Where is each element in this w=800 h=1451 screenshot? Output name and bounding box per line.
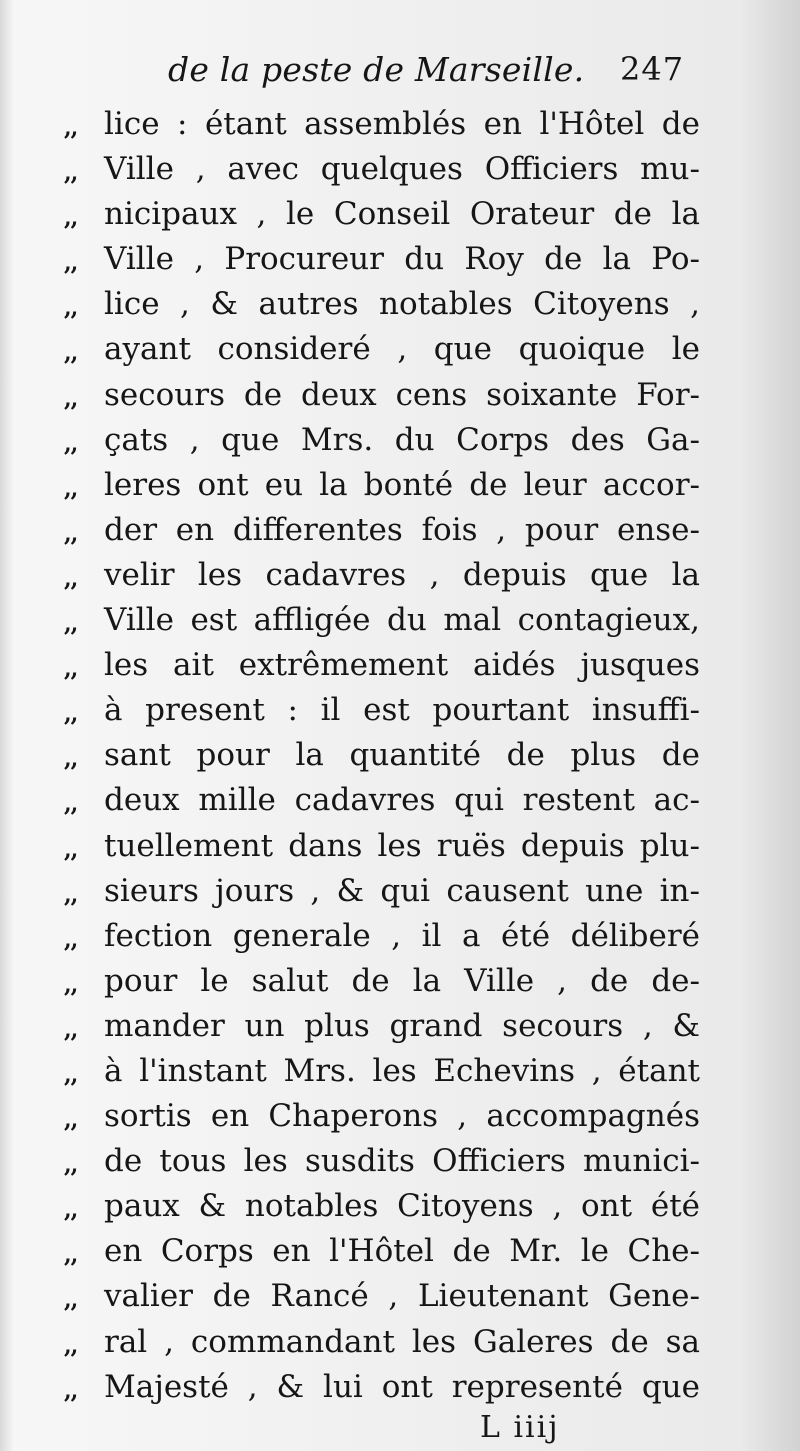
text-line: [60, 237, 720, 282]
quote-mark: ,,: [64, 881, 78, 908]
text-line: [60, 778, 720, 823]
line-text: der en differentes fois , pour ense-: [104, 511, 700, 548]
line-text: pour le salut de la Ville , de de-: [104, 962, 700, 999]
text-line: [60, 598, 720, 643]
text-line: [60, 553, 720, 598]
text-line: [60, 959, 720, 1004]
text-line: [60, 418, 720, 463]
text-line: [60, 1274, 720, 1319]
line-text: paux & notables Citoyens , ont été: [104, 1188, 700, 1225]
quote-mark: ,,: [64, 971, 78, 998]
signature-mark: L iiij: [480, 1410, 560, 1445]
text-line: [60, 1139, 720, 1184]
text-line: [60, 1184, 720, 1229]
text-line: [60, 463, 720, 508]
quote-mark: ,,: [64, 701, 78, 728]
quote-mark: ,,: [64, 611, 78, 638]
page-gutter-shadow: [0, 0, 14, 1451]
quote-mark: ,,: [64, 475, 78, 502]
running-head: de la peste de Marseille.: [168, 50, 585, 89]
text-line: [60, 1229, 720, 1274]
quote-mark: ,,: [64, 656, 78, 683]
quote-mark: ,,: [64, 791, 78, 818]
quote-mark: ,,: [64, 115, 78, 141]
line-text: çats , que Mrs. du Corps des Ga-: [104, 421, 700, 458]
quote-mark: ,,: [64, 520, 78, 547]
text-line: [60, 1004, 720, 1049]
text-line: [60, 688, 720, 733]
line-text: Majesté , & lui ont representé que: [104, 1368, 700, 1405]
line-text: nicipaux , le Conseil Orateur de la: [104, 196, 700, 233]
line-text: lice : étant assemblés en l'Hôtel de: [104, 106, 700, 142]
text-line: [60, 327, 720, 372]
quote-mark: ,,: [64, 1377, 78, 1404]
quote-mark: ,,: [64, 385, 78, 412]
quote-mark: ,,: [64, 205, 78, 232]
quote-mark: ,,: [64, 1107, 78, 1134]
line-text: secours de deux cens soixante For-: [104, 376, 700, 413]
text-line: [60, 914, 720, 959]
text-line: [60, 643, 720, 688]
quote-mark: ,,: [64, 1242, 78, 1269]
body-text: [60, 102, 720, 1410]
line-text: leres ont eu la bonté de leur accor-: [104, 466, 700, 503]
line-text: les ait extrêmement aidés jusques: [104, 647, 700, 684]
quote-mark: ,,: [64, 836, 78, 863]
line-text: à l'instant Mrs. les Echevins , étant: [104, 1052, 700, 1089]
quote-mark: ,,: [64, 1287, 78, 1314]
quote-mark: ,,: [64, 430, 78, 457]
line-text: valier de Rancé , Lieutenant Gene-: [104, 1278, 700, 1315]
line-text: fection generale , il a été déliberé: [104, 917, 700, 954]
quote-mark: ,,: [64, 1016, 78, 1043]
quote-mark: ,,: [64, 1061, 78, 1088]
quote-mark: ,,: [64, 1197, 78, 1224]
quote-mark: ,,: [64, 340, 78, 367]
text-line: [60, 373, 720, 418]
line-text: deux mille cadavres qui restent ac-: [104, 782, 700, 819]
text-line: [60, 102, 720, 147]
line-text: en Corps en l'Hôtel de Mr. le Che-: [104, 1233, 700, 1270]
line-text: Ville , Procureur du Roy de la Po-: [104, 241, 700, 278]
quote-mark: ,,: [64, 926, 78, 953]
text-line: [60, 282, 720, 327]
text-line: [60, 1320, 720, 1365]
line-text: ral , commandant les Galeres de sa: [104, 1323, 700, 1360]
line-text: velir les cadavres , depuis que la: [104, 556, 700, 593]
page-edge-shadow: [740, 0, 800, 1451]
line-text: tuellement dans les ruës depuis plu-: [104, 827, 700, 864]
text-line: [60, 733, 720, 778]
text-line: [60, 824, 720, 869]
line-text: Ville est affligée du mal contagieux,: [104, 602, 700, 639]
quote-mark: ,,: [64, 746, 78, 773]
line-text: sant pour la quantité de plus de: [104, 737, 700, 774]
text-line: [60, 1049, 720, 1094]
page-number: 247: [620, 50, 685, 88]
quote-mark: ,,: [64, 1152, 78, 1179]
quote-mark: ,,: [64, 1332, 78, 1359]
quote-mark: ,,: [64, 295, 78, 322]
text-line: [60, 869, 720, 914]
text-line: [60, 1365, 720, 1410]
text-line: [60, 147, 720, 192]
line-text: sortis en Chaperons , accompagnés: [104, 1098, 700, 1135]
line-text: lice , & autres notables Citoyens ,: [104, 286, 700, 323]
text-line: [60, 192, 720, 237]
line-text: Ville , avec quelques Officiers mu-: [104, 151, 700, 188]
quote-mark: ,,: [64, 160, 78, 187]
line-text: ayant consideré , que quoique le: [104, 331, 700, 368]
line-text: sieurs jours , & qui causent une in-: [104, 872, 700, 909]
line-text: de tous les susdits Officiers munici-: [104, 1143, 700, 1180]
text-line: [60, 1094, 720, 1139]
text-line: [60, 508, 720, 553]
quote-mark: ,,: [64, 250, 78, 277]
quote-mark: ,,: [64, 565, 78, 592]
line-text: mander un plus grand secours , &: [104, 1007, 700, 1044]
line-text: à present : il est pourtant insuffi-: [104, 692, 700, 729]
